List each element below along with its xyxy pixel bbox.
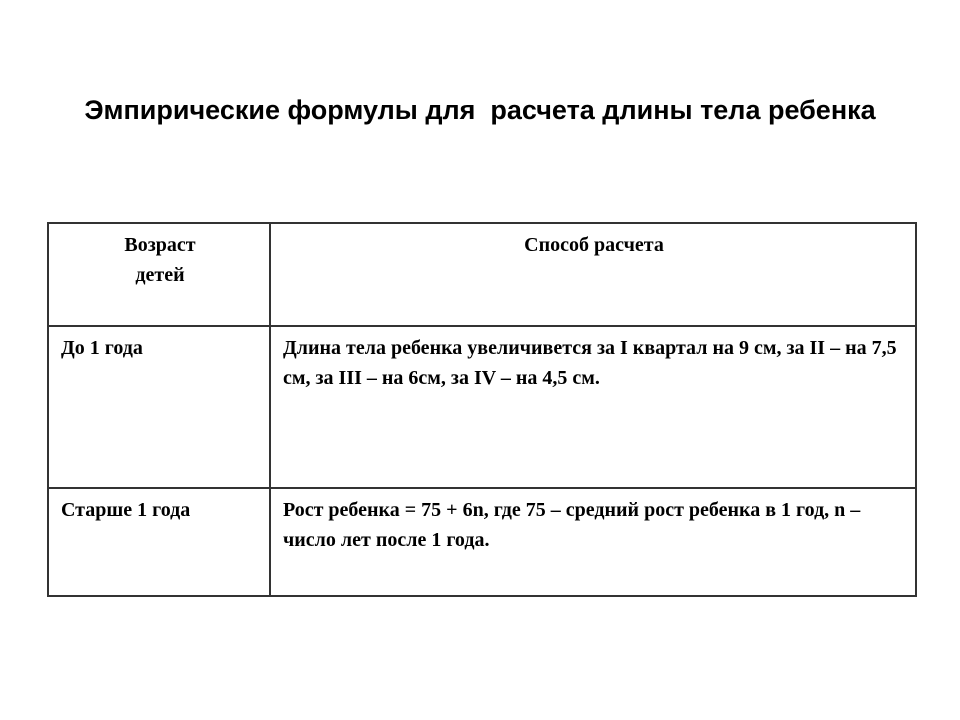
slide-title: Эмпирические формулы для расчета длины тела ребенка [84,95,876,125]
header-age-line1: Возраст [124,234,196,256]
table-row [48,326,916,488]
formulas-table [47,222,917,597]
header-age-line2: детей [135,264,185,286]
header-age-cell [48,223,270,326]
table-header-row [48,223,916,326]
age-cell-older: Старше 1 года [48,488,270,596]
method-cell-infant: Длина тела ребенка увеличивется за I квартал на 9 см, за II – на 7,5 см, за III – на 6см, за IV – на 4,5 см. [270,326,916,488]
method-cell-older: Рост ребенка = 75 + 6n, где 75 – средний рост ребенка в 1 год, n – число лет после 1 года. [270,488,916,596]
header-method-cell: Способ расчета [270,223,916,326]
age-cell-infant: До 1 года [48,326,270,488]
table-row [48,488,916,596]
